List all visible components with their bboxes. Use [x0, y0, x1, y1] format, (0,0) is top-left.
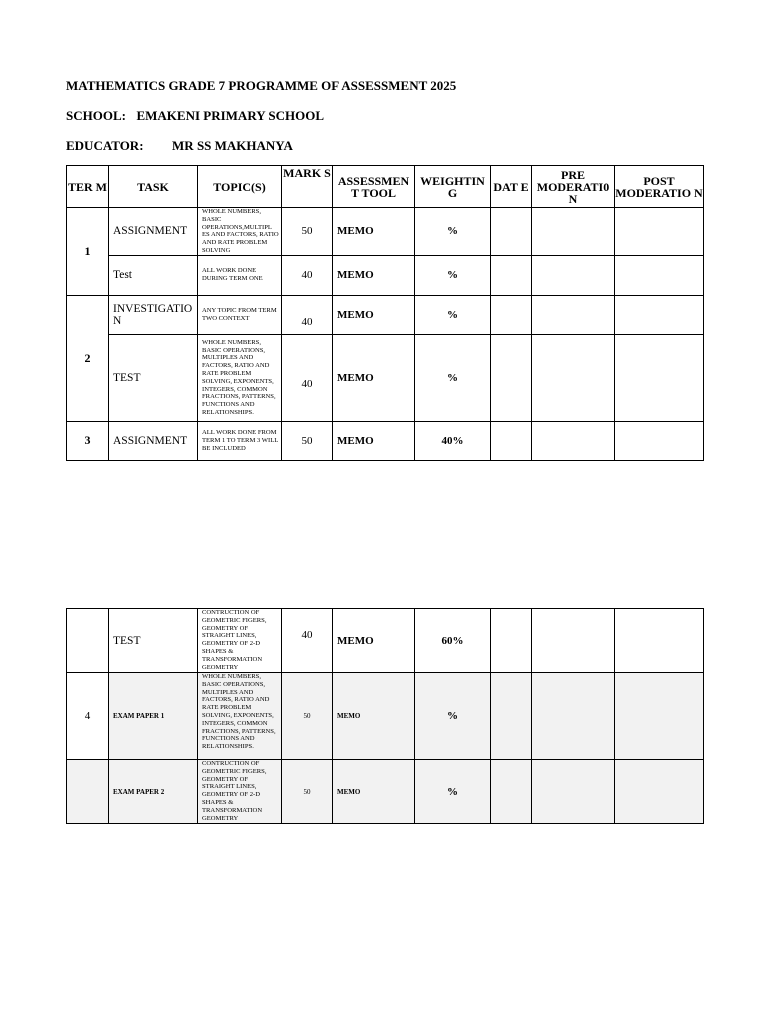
topics-cell: WHOLE NUMBERS, BASIC OPERATIONS,MULTIPL ES AND FACTORS, RATIO AND RATE PROBLEM SOLVING	[198, 208, 282, 256]
post-moderation-cell	[615, 295, 704, 334]
term-cell: 2	[67, 295, 109, 421]
weighting-cell: 40%	[415, 421, 491, 460]
marks-cell: 50	[282, 673, 333, 760]
marks-cell: 40	[282, 609, 333, 673]
tool-cell: MEMO	[333, 673, 415, 760]
table-row	[67, 609, 704, 673]
date-cell	[491, 609, 532, 673]
table-row	[67, 255, 704, 295]
tool-cell: MEMO	[333, 334, 415, 421]
date-cell	[491, 334, 532, 421]
school-name: EMAKENI PRIMARY SCHOOL	[136, 108, 325, 123]
document-title: MATHEMATICS GRADE 7 PROGRAMME OF ASSESSMENT 2025	[66, 78, 457, 93]
tool-cell: MEMO	[333, 760, 415, 824]
table-row	[67, 208, 704, 256]
tool-cell: MEMO	[333, 609, 415, 673]
educator-line	[66, 138, 293, 154]
marks-cell: 50	[282, 208, 333, 256]
tool-cell: MEMO	[333, 295, 415, 334]
term-cell: 3	[67, 421, 109, 460]
marks-cell: 50	[282, 421, 333, 460]
table-row	[67, 334, 704, 421]
post-moderation-cell	[615, 208, 704, 256]
pre-moderation-cell	[532, 334, 615, 421]
date-cell	[491, 760, 532, 824]
term-cell	[67, 760, 109, 824]
pre-moderation-cell	[532, 609, 615, 673]
weighting-cell: %	[415, 255, 491, 295]
pre-moderation-cell	[532, 421, 615, 460]
weighting-cell: %	[415, 295, 491, 334]
header-assessment-tool: ASSESSMEN T TOOL	[333, 166, 415, 208]
post-moderation-cell	[615, 255, 704, 295]
tool-cell: MEMO	[333, 255, 415, 295]
header-marks: MARK S	[282, 166, 333, 208]
topics-cell: WHOLE NUMBERS, BASIC OPERATIONS, MULTIPLES AND FACTORS, RATIO AND RATE PROBLEM SOLVING, EXPONENTS, INTEGERS, COMMON FRACTIONS, PATTERNS, FUNCTIONS AND RELATIONSHIPS.	[198, 334, 282, 421]
date-cell	[491, 421, 532, 460]
header-post-moderation: POST MODERATIO N	[615, 166, 704, 208]
header-row	[67, 166, 704, 208]
header-pre-moderation: PRE MODERATI0 N	[532, 166, 615, 208]
weighting-cell: %	[415, 760, 491, 824]
weighting-cell: %	[415, 208, 491, 256]
pre-moderation-cell	[532, 255, 615, 295]
header-date: DAT E	[491, 166, 532, 208]
date-cell	[491, 295, 532, 334]
educator-label: EDUCATOR:	[66, 138, 144, 153]
weighting-cell: 60%	[415, 609, 491, 673]
term-cell: 1	[67, 208, 109, 296]
term-cell	[67, 609, 109, 673]
pre-moderation-cell	[532, 760, 615, 824]
topics-cell: ANY TOPIC FROM TERM TWO CONTEXT	[198, 295, 282, 334]
assessment-table-2	[66, 608, 704, 824]
date-cell	[491, 208, 532, 256]
task-cell: ASSIGNMENT	[109, 421, 198, 460]
assessment-table-1	[66, 165, 704, 461]
topics-cell: CONTRUCTION OF GEOMETRIC FIGERS, GEOMETRY OF STRAIGHT LINES, GEOMETRY OF 2-D SHAPES & TRANSFORMATION GEOMETRY	[198, 760, 282, 824]
school-label: SCHOOL:	[66, 108, 126, 123]
topics-cell: CONTRUCTION OF GEOMETRIC FIGERS, GEOMETRY OF STRAIGHT LINES, GEOMETRY OF 2-D SHAPES & TRANSFORMATION GEOMETRY	[198, 609, 282, 673]
tool-cell: MEMO	[333, 208, 415, 256]
task-cell: INVESTIGATIO N	[109, 295, 198, 334]
task-cell: Test	[109, 255, 198, 295]
marks-cell: 50	[282, 760, 333, 824]
marks-cell: 40	[282, 334, 333, 421]
task-cell: ASSIGNMENT	[109, 208, 198, 256]
post-moderation-cell	[615, 609, 704, 673]
post-moderation-cell	[615, 760, 704, 824]
header-term: TER M	[67, 166, 109, 208]
task-cell: EXAM PAPER 1	[109, 673, 198, 760]
educator-name: MR SS MAKHANYA	[172, 138, 293, 153]
marks-cell: 40	[282, 255, 333, 295]
school-line	[66, 108, 324, 124]
task-cell: EXAM PAPER 2	[109, 760, 198, 824]
pre-moderation-cell	[532, 208, 615, 256]
term-cell: 4	[67, 673, 109, 760]
marks-cell: 40	[282, 295, 333, 334]
date-cell	[491, 255, 532, 295]
topics-cell: ALL WORK DONE FROM TERM 1 TO TERM 3 WILL BE INCLUDED	[198, 421, 282, 460]
pre-moderation-cell	[532, 295, 615, 334]
post-moderation-cell	[615, 673, 704, 760]
post-moderation-cell	[615, 421, 704, 460]
task-cell: TEST	[109, 334, 198, 421]
topics-cell: ALL WORK DONE DURING TERM ONE	[198, 255, 282, 295]
pre-moderation-cell	[532, 673, 615, 760]
table-row	[67, 421, 704, 460]
table-row	[67, 295, 704, 334]
weighting-cell: %	[415, 334, 491, 421]
header-weighting: WEIGHTIN G	[415, 166, 491, 208]
table-row	[67, 760, 704, 824]
topics-cell: WHOLE NUMBERS, BASIC OPERATIONS, MULTIPLES AND FACTORS, RATIO AND RATE PROBLEM SOLVING, EXPONENTS, INTEGERS, COMMON FRACTIONS, PATTERNS, FUNCTIONS AND RELATIONSHIPS.	[198, 673, 282, 760]
date-cell	[491, 673, 532, 760]
header-topics: TOPIC(S)	[198, 166, 282, 208]
table-row	[67, 673, 704, 760]
post-moderation-cell	[615, 334, 704, 421]
header-task: TASK	[109, 166, 198, 208]
weighting-cell: %	[415, 673, 491, 760]
task-cell: TEST	[109, 609, 198, 673]
tool-cell: MEMO	[333, 421, 415, 460]
